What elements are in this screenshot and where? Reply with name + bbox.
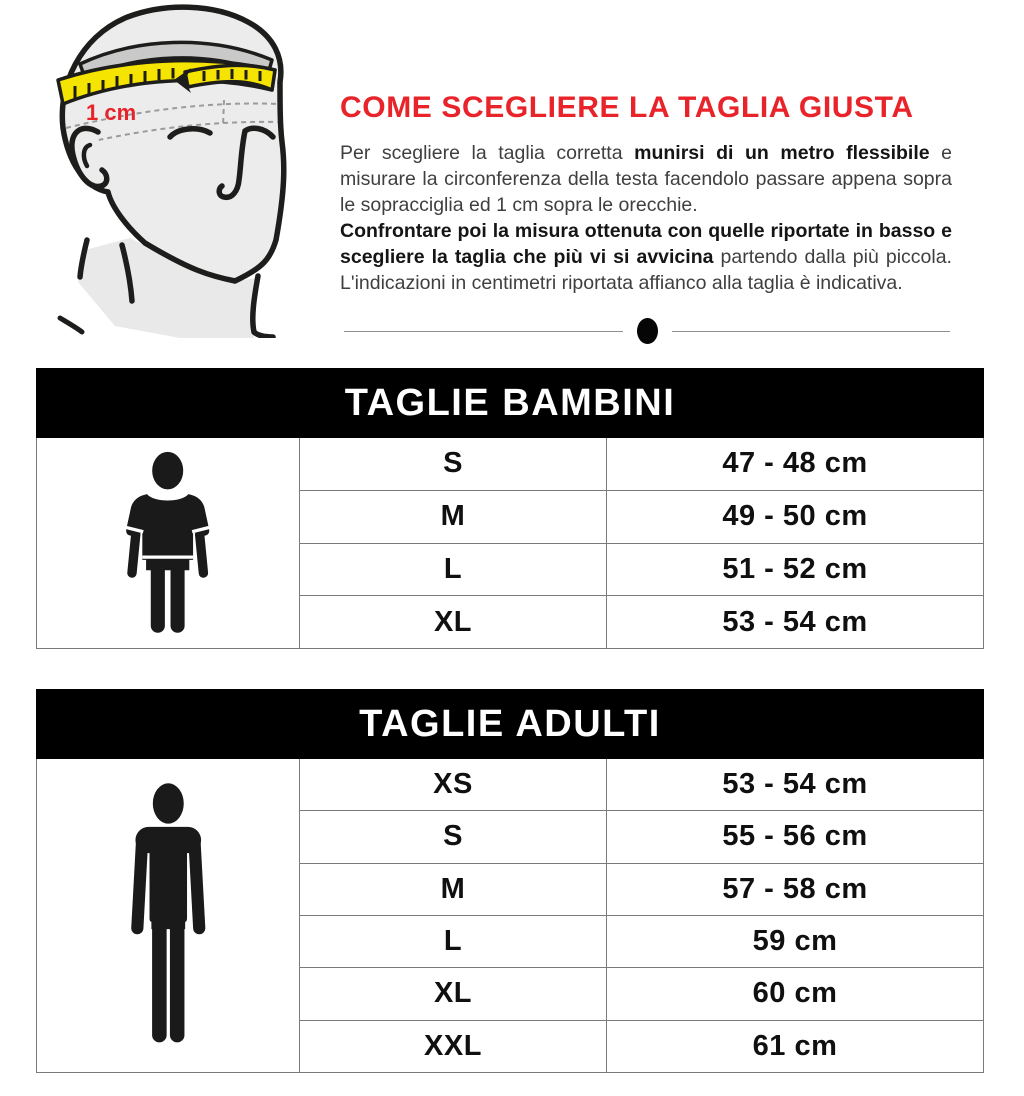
child-icon — [37, 438, 300, 648]
circumference-cell: 53 - 54 cm — [722, 768, 868, 801]
adult-size-rows — [300, 759, 983, 1072]
kids-size-table — [36, 368, 984, 649]
child-silhouette-svg — [116, 449, 219, 637]
page-title: COME SCEGLIERE LA TAGLIA GIUSTA — [340, 91, 914, 124]
size-label-cell: L — [300, 544, 607, 596]
section-divider — [344, 317, 950, 345]
size-label-cell: XXL — [300, 1021, 607, 1072]
circumference-cell: 49 - 50 cm — [722, 500, 868, 533]
intro-section — [340, 90, 952, 296]
size-label-cell: XL — [300, 596, 607, 648]
adult-size-table-body — [36, 759, 984, 1073]
size-row — [300, 759, 983, 810]
size-row — [300, 490, 983, 543]
kids-size-table-header — [36, 368, 984, 438]
size-row — [300, 967, 983, 1019]
size-row — [300, 1020, 983, 1072]
kids-size-table-body — [36, 438, 984, 649]
size-row — [300, 438, 983, 490]
size-label-cell: M — [300, 864, 607, 915]
size-label-cell: S — [300, 438, 607, 490]
size-label-cell: XL — [300, 968, 607, 1019]
circumference-cell: 57 - 58 cm — [722, 872, 868, 905]
man-icon — [37, 759, 300, 1072]
size-label-cell: XS — [300, 759, 607, 810]
size-row — [300, 915, 983, 967]
head-measurement-illustration — [30, 0, 330, 338]
size-label-cell: S — [300, 811, 607, 862]
circumference-cell: 53 - 54 cm — [722, 605, 868, 638]
size-row — [300, 810, 983, 862]
intro-paragraph-1: Per scegliere la taglia corretta munirsi di un metro flessibile e misurare la circonferenza della testa facendolo passare appena sopra le sopracciglia ed 1 cm sopra le orecchie. — [340, 142, 953, 216]
circumference-cell: 59 cm — [752, 925, 838, 958]
divider-line-left — [344, 331, 623, 332]
one-cm-label: 1 cm — [86, 100, 137, 125]
adult-size-table-header — [36, 689, 984, 759]
circumference-cell: 47 - 48 cm — [722, 447, 868, 480]
kids-size-table-title: TAGLIE BAMBINI — [344, 381, 676, 424]
size-row — [300, 863, 983, 915]
size-label-cell: L — [300, 916, 607, 967]
adult-size-table — [36, 689, 984, 1073]
size-row — [300, 595, 983, 648]
size-label-cell: M — [300, 491, 607, 543]
circumference-cell: 51 - 52 cm — [722, 552, 868, 585]
circumference-cell: 55 - 56 cm — [722, 820, 868, 853]
circumference-cell: 60 cm — [752, 977, 838, 1010]
adult-size-table-title: TAGLIE ADULTI — [359, 702, 661, 745]
size-row — [300, 543, 983, 596]
circumference-cell: 61 cm — [752, 1029, 838, 1062]
man-silhouette-svg — [112, 780, 225, 1052]
intro-paragraph-2: Confrontare poi la misura ottenuta con quelle riportate in basso e scegliere la taglia che più vi si avvicina partendo dalla più piccola. L'indicazioni in centimetri riportata affianco alla taglia è indicativa. — [340, 220, 952, 294]
head-illustration-svg — [30, 0, 330, 338]
divider-dot — [637, 318, 658, 344]
divider-line-right — [672, 331, 951, 332]
intro-paragraphs — [340, 140, 952, 296]
kids-size-rows — [300, 438, 983, 648]
